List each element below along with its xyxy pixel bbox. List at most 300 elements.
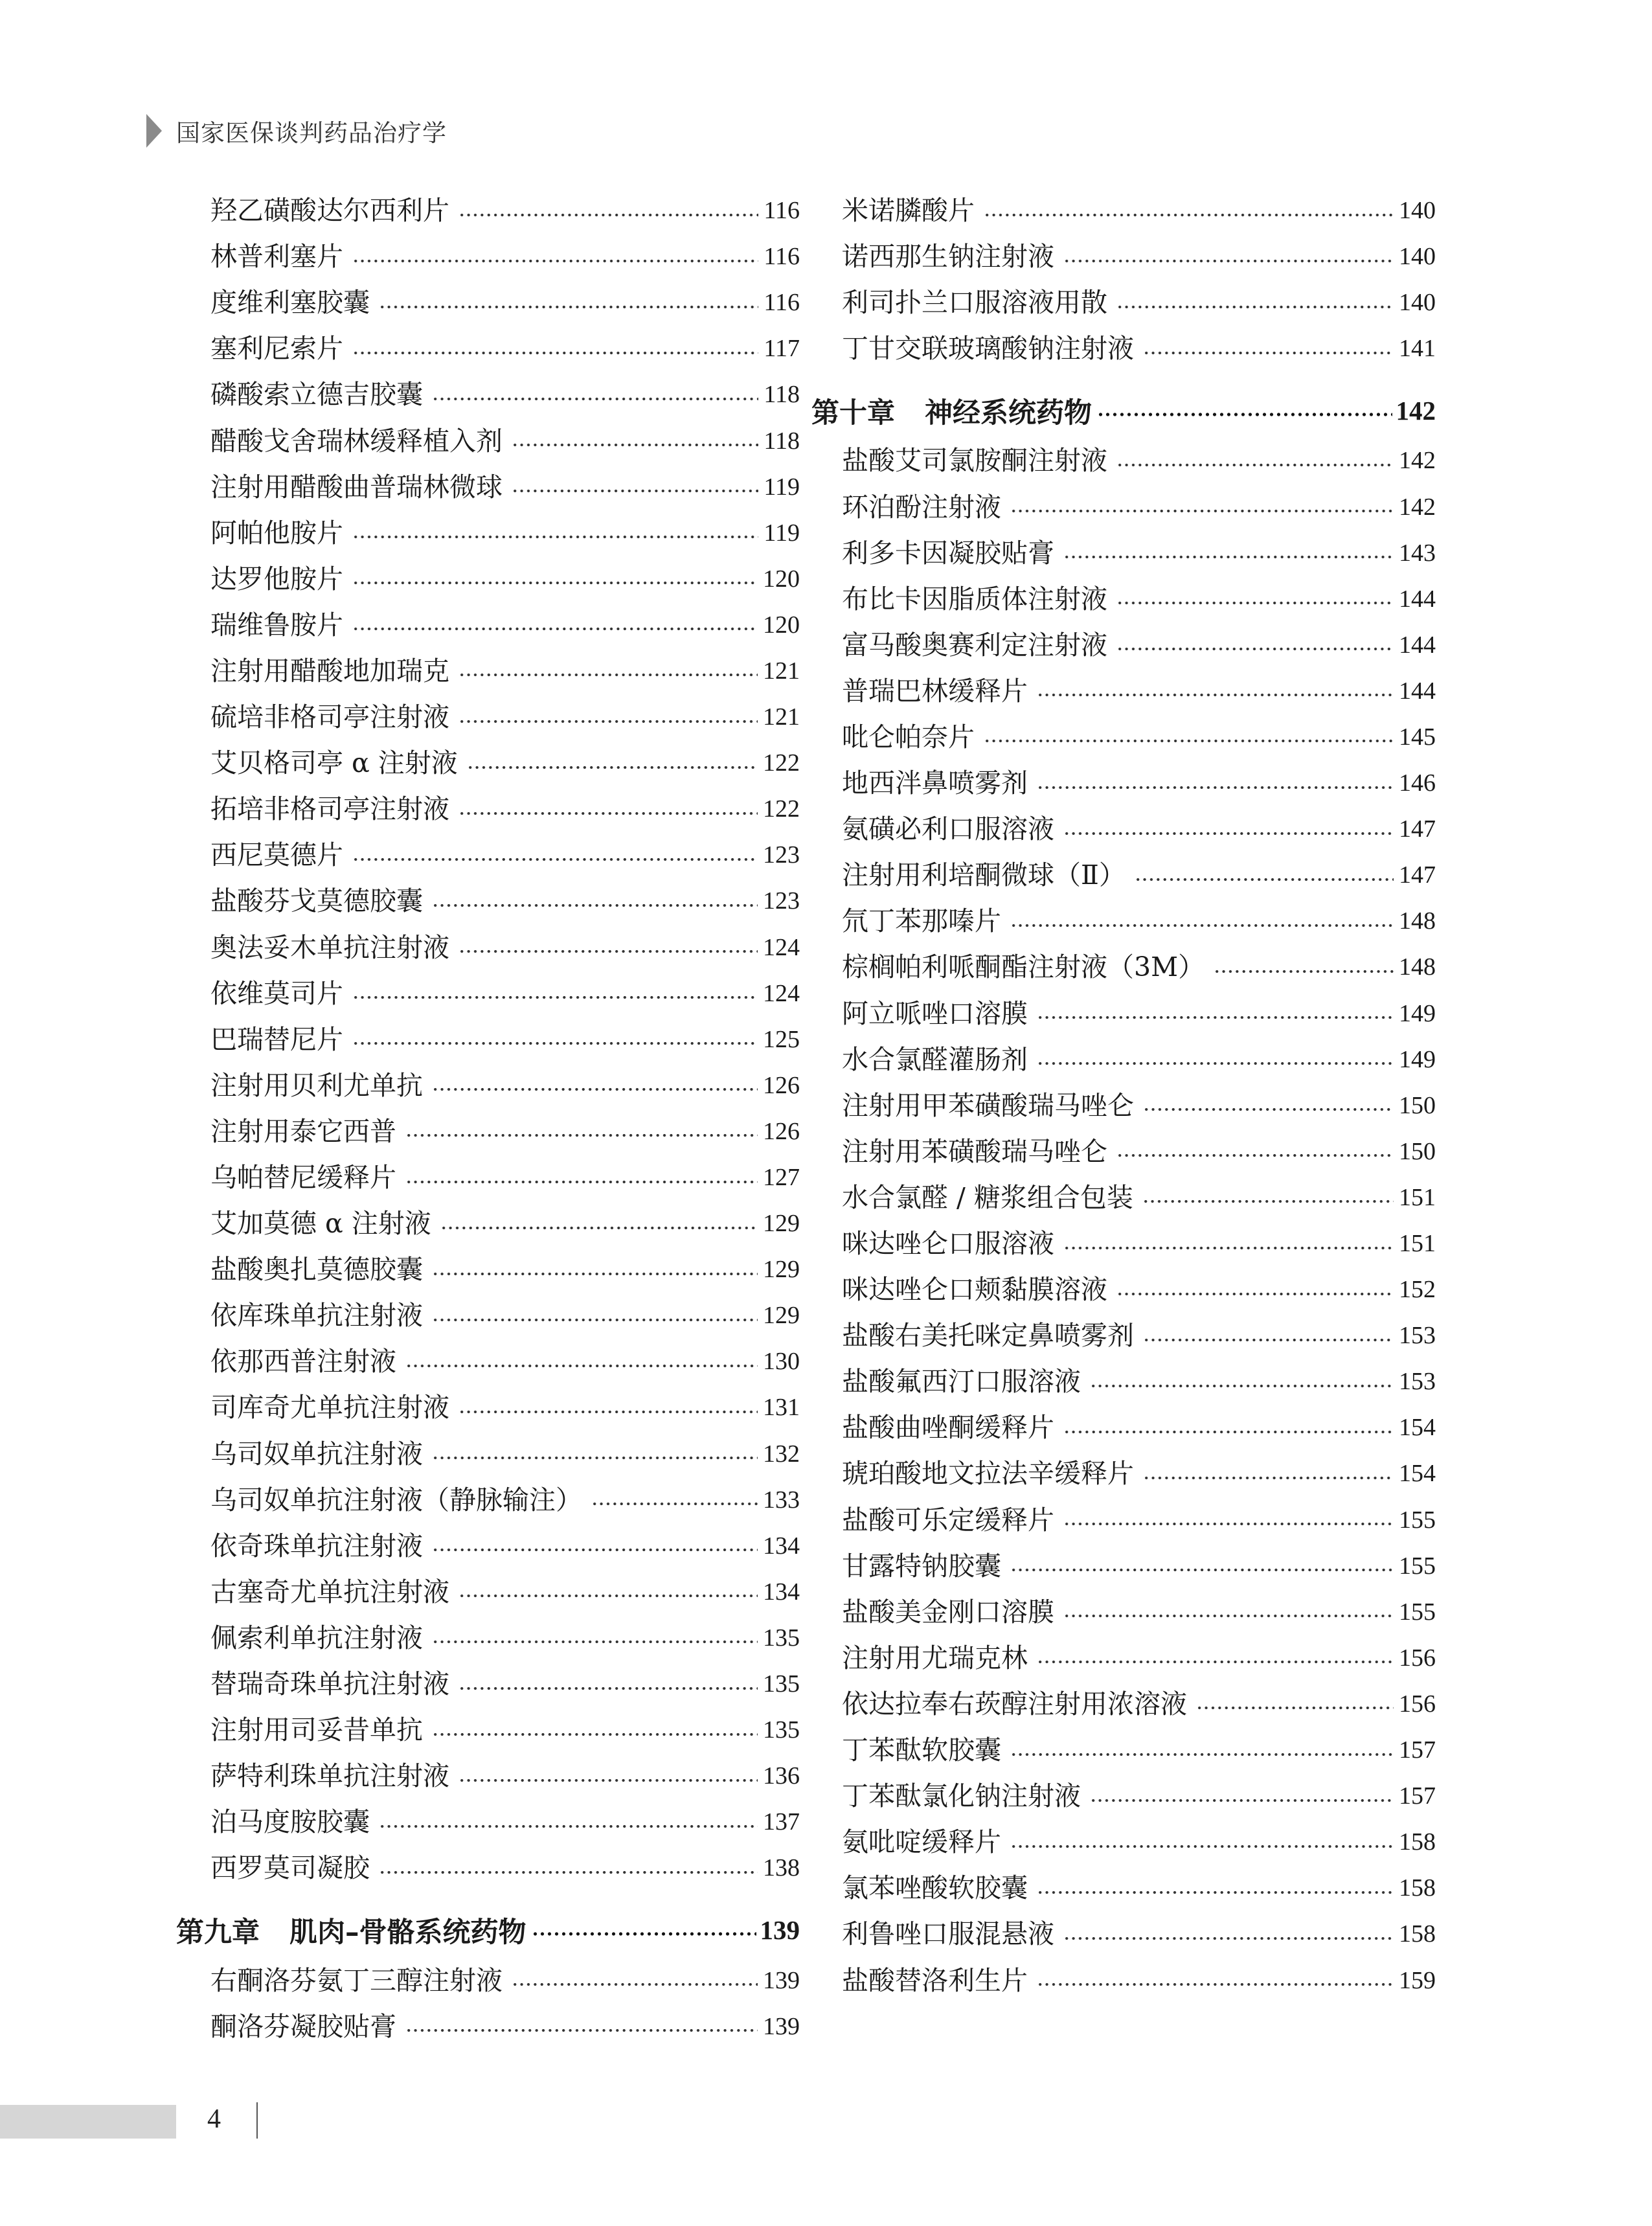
entry-title: 奥法妥木单抗注射液 — [210, 931, 449, 963]
toc-entry[interactable] — [842, 188, 1436, 234]
entry-page: 123 — [763, 841, 800, 869]
dot-leader — [984, 736, 1394, 745]
footer-divider — [256, 2102, 258, 2139]
toc-entry[interactable] — [842, 280, 1436, 326]
entry-title: 瑞维鲁胺片 — [210, 609, 343, 641]
toc-entry[interactable] — [210, 740, 800, 786]
entry-title: 棕榈帕利哌酮酯注射液（3M） — [842, 951, 1205, 983]
toc-entry[interactable] — [842, 1819, 1436, 1865]
toc-entry[interactable] — [842, 1313, 1436, 1359]
entry-title: 诺西那生钠注射液 — [842, 241, 1054, 273]
toc-entry[interactable] — [842, 622, 1436, 668]
dot-leader — [432, 1545, 758, 1554]
dot-leader — [1090, 1381, 1394, 1391]
page-number: 4 — [207, 2104, 221, 2134]
entry-page: 134 — [763, 1532, 800, 1560]
entry-page: 150 — [1399, 1091, 1436, 1119]
dot-leader — [1063, 829, 1394, 838]
entry-title: 林普利塞片 — [210, 241, 343, 273]
entry-title: 依奇珠单抗注射液 — [210, 1530, 423, 1562]
toc-entry[interactable] — [210, 372, 800, 418]
toc-entry[interactable] — [210, 1661, 800, 1707]
dot-leader — [432, 1315, 758, 1324]
dot-leader — [405, 1361, 758, 1370]
dot-leader — [984, 210, 1394, 220]
dot-leader — [1116, 302, 1394, 312]
entry-title: 氯苯唑酸软胶囊 — [842, 1872, 1028, 1904]
entry-title: 乌司奴单抗注射液（静脉输注） — [210, 1484, 582, 1516]
entry-title: 替瑞奇珠单抗注射液 — [210, 1668, 449, 1700]
toc-entry[interactable] — [842, 234, 1436, 280]
entry-title: 磷酸索立德吉胶囊 — [210, 379, 423, 411]
toc-entry[interactable] — [842, 1451, 1436, 1497]
toc-entry[interactable] — [210, 1753, 800, 1799]
dot-leader — [1037, 1657, 1394, 1666]
entry-title: 佩索利单抗注射液 — [210, 1622, 423, 1653]
toc-entry[interactable] — [210, 832, 800, 878]
entry-page: 133 — [763, 1486, 800, 1514]
entry-title: 琥珀酸地文拉法辛缓释片 — [842, 1458, 1134, 1490]
dot-leader — [1010, 506, 1394, 516]
entry-title: 盐酸可乐定缓释片 — [842, 1504, 1054, 1536]
toc-entry[interactable] — [842, 1037, 1436, 1083]
dot-leader — [512, 440, 758, 449]
toc-entry[interactable] — [842, 1405, 1436, 1451]
toc-entry[interactable] — [210, 1569, 800, 1615]
entry-title: 氘丁苯那嗪片 — [842, 905, 1001, 937]
header-arrow-icon — [146, 114, 162, 148]
dot-leader — [379, 1868, 758, 1877]
entry-page: 149 — [1399, 1045, 1436, 1073]
dot-leader — [1037, 1888, 1394, 1897]
entry-page: 140 — [1399, 243, 1436, 271]
entry-title: 盐酸氟西汀口服溶液 — [842, 1366, 1081, 1398]
entry-page: 129 — [763, 1302, 800, 1330]
toc-entry[interactable] — [842, 1359, 1436, 1405]
entry-title: 阿立哌唑口溶膜 — [842, 997, 1028, 1029]
dot-leader — [467, 763, 758, 772]
entry-page: 153 — [1399, 1368, 1436, 1396]
entry-title: 氨磺必利口服溶液 — [842, 813, 1054, 845]
entry-title: 水合氯醛灌肠剂 — [842, 1043, 1028, 1075]
toc-right-column — [811, 188, 1436, 2004]
dot-leader — [1116, 460, 1394, 470]
entry-title: 注射用尤瑞克林 — [842, 1642, 1028, 1674]
toc-entry[interactable] — [210, 1957, 800, 2003]
toc-entry[interactable] — [210, 188, 800, 234]
entry-page: 157 — [1399, 1736, 1436, 1764]
toc-entry[interactable] — [210, 1523, 800, 1569]
entry-title: 达罗他胺片 — [210, 563, 343, 595]
entry-page: 122 — [763, 795, 800, 823]
running-header — [146, 111, 447, 150]
dot-leader — [432, 1453, 758, 1462]
toc-left-column — [176, 188, 800, 2050]
entry-title: 巴瑞替尼片 — [210, 1023, 343, 1055]
entry-page: 118 — [764, 381, 800, 409]
toc-entry[interactable] — [210, 234, 800, 280]
toc-entry[interactable] — [842, 1543, 1436, 1589]
entry-title: 艾贝格司亭 α 注射液 — [210, 747, 458, 779]
toc-entry[interactable] — [842, 576, 1436, 622]
entry-page: 135 — [763, 1624, 800, 1652]
toc-entry[interactable] — [842, 1267, 1436, 1313]
entry-page: 144 — [1399, 631, 1436, 659]
entry-page: 127 — [763, 1164, 800, 1192]
entry-title: 酮洛芬凝胶贴膏 — [210, 2010, 396, 2042]
dot-leader — [458, 670, 758, 679]
entry-page: 147 — [1399, 861, 1436, 889]
toc-entry-list — [210, 1957, 800, 2049]
toc-entry-list — [842, 438, 1436, 2003]
toc-entry[interactable] — [210, 1155, 800, 1201]
entry-title: 艾加莫德 α 注射液 — [210, 1208, 431, 1240]
entry-page: 120 — [763, 611, 800, 639]
toc-entry[interactable] — [210, 694, 800, 740]
entry-page: 139 — [763, 1966, 800, 1994]
dot-leader — [1037, 1980, 1394, 1989]
toc-entry[interactable] — [210, 1247, 800, 1293]
entry-title: 羟乙磺酸达尔西利片 — [210, 195, 449, 227]
entry-page: 132 — [763, 1440, 800, 1468]
dot-leader — [1010, 921, 1394, 930]
dot-leader — [458, 809, 758, 818]
dot-leader — [432, 1085, 758, 1094]
entry-page: 126 — [763, 1071, 800, 1099]
dot-leader — [405, 1177, 758, 1187]
dot-leader — [1063, 256, 1394, 266]
toc-entry[interactable] — [842, 1589, 1436, 1635]
toc-entry[interactable] — [210, 464, 800, 510]
entry-title: 依达拉奉右莰醇注射用浓溶液 — [842, 1688, 1187, 1720]
toc-entry[interactable] — [842, 1497, 1436, 1543]
entry-title: 度维利塞胶囊 — [210, 287, 370, 319]
entry-title: 古塞奇尤单抗注射液 — [210, 1576, 449, 1607]
toc-entry[interactable] — [842, 1727, 1436, 1773]
entry-title: 依那西普注射液 — [210, 1346, 396, 1378]
dot-leader — [1097, 410, 1392, 419]
entry-title: 阿帕他胺片 — [210, 517, 343, 549]
entry-title: 注射用司妥昔单抗 — [210, 1714, 423, 1746]
toc-entry[interactable] — [210, 878, 800, 924]
toc-entry[interactable] — [210, 2004, 800, 2050]
dot-leader — [1135, 875, 1394, 884]
entry-title: 地西泮鼻喷雾剂 — [842, 767, 1028, 799]
entry-title: 盐酸奥扎莫德胶囊 — [210, 1254, 423, 1286]
entry-title: 右酮洛芬氨丁三醇注射液 — [210, 1964, 503, 1996]
toc-entry[interactable] — [842, 1911, 1436, 1957]
dot-leader — [1037, 690, 1394, 699]
toc-entry[interactable] — [210, 1477, 800, 1523]
entry-title: 氨吡啶缓释片 — [842, 1826, 1001, 1858]
entry-page: 125 — [763, 1025, 800, 1053]
entry-page: 131 — [763, 1394, 800, 1422]
toc-entry[interactable] — [210, 510, 800, 556]
toc-entry[interactable] — [210, 326, 800, 372]
entry-page: 129 — [763, 1210, 800, 1238]
dot-leader — [379, 302, 758, 312]
dot-leader — [1090, 1796, 1394, 1805]
dot-leader — [352, 578, 758, 587]
entry-page: 135 — [763, 1670, 800, 1698]
toc-entry[interactable] — [842, 852, 1436, 898]
dot-leader — [352, 993, 758, 1002]
entry-title: 醋酸戈舍瑞林缓释植入剂 — [210, 425, 503, 457]
chapter-number: 第九章 — [176, 1916, 260, 1949]
entry-title: 拓培非格司亭注射液 — [210, 793, 449, 825]
entry-page: 152 — [1399, 1276, 1436, 1304]
entry-title: 盐酸曲唑酮缓释片 — [842, 1412, 1054, 1444]
dot-leader — [352, 256, 758, 266]
toc-entry[interactable] — [210, 786, 800, 832]
entry-page: 159 — [1399, 1966, 1436, 1994]
entry-page: 155 — [1399, 1598, 1436, 1626]
toc-entry[interactable] — [842, 530, 1436, 576]
toc-entry[interactable] — [842, 1681, 1436, 1727]
entry-title: 咪达唑仑口颊黏膜溶液 — [842, 1274, 1107, 1306]
entry-page: 144 — [1399, 585, 1436, 613]
toc-entry[interactable] — [842, 1129, 1436, 1175]
dot-leader — [1010, 1750, 1394, 1759]
dot-leader — [1063, 1519, 1394, 1528]
toc-entry[interactable] — [210, 648, 800, 694]
entry-page: 140 — [1399, 197, 1436, 225]
entry-page: 117 — [764, 335, 800, 363]
entry-page: 137 — [763, 1808, 800, 1836]
entry-title: 注射用贝利尤单抗 — [210, 1069, 423, 1101]
dot-leader — [458, 1776, 758, 1785]
toc-entry[interactable] — [842, 438, 1436, 484]
entry-page: 156 — [1399, 1644, 1436, 1672]
dot-leader — [458, 210, 758, 220]
entry-title: 盐酸右美托咪定鼻喷雾剂 — [842, 1320, 1134, 1352]
entry-title: 环泊酚注射液 — [842, 491, 1001, 523]
dot-leader — [1142, 1197, 1394, 1206]
toc-entry[interactable] — [842, 806, 1436, 852]
entry-page: 155 — [1399, 1552, 1436, 1580]
entry-page: 148 — [1399, 907, 1436, 935]
entry-title: 注射用利培酮微球（Ⅱ） — [842, 859, 1126, 891]
entry-title: 盐酸芬戈莫德胶囊 — [210, 885, 423, 917]
toc-entry[interactable] — [210, 925, 800, 971]
dot-leader — [458, 1591, 758, 1600]
entry-page: 116 — [764, 197, 800, 225]
toc-entry[interactable] — [210, 1293, 800, 1339]
toc-entry[interactable] — [210, 1017, 800, 1063]
dot-leader — [1143, 348, 1394, 358]
toc-entry[interactable] — [210, 1431, 800, 1477]
entry-title: 乌帕替尼缓释片 — [210, 1162, 396, 1194]
entry-title: 吡仑帕奈片 — [842, 721, 975, 753]
entry-page: 154 — [1399, 1414, 1436, 1442]
entry-page: 145 — [1399, 723, 1436, 751]
dot-leader — [352, 348, 758, 358]
dot-leader — [1063, 1611, 1394, 1620]
dot-leader — [352, 532, 758, 541]
entry-title: 米诺膦酸片 — [842, 195, 975, 227]
toc-entry-list — [842, 188, 1436, 372]
toc-entry[interactable] — [210, 556, 800, 602]
entry-page: 121 — [763, 657, 800, 685]
dot-leader — [432, 1637, 758, 1646]
entry-page: 119 — [764, 473, 800, 501]
entry-title: 咪达唑仑口服溶液 — [842, 1228, 1054, 1260]
entry-page: 154 — [1399, 1460, 1436, 1488]
entry-page: 116 — [764, 243, 800, 271]
toc-entry[interactable] — [842, 991, 1436, 1037]
entry-page: 158 — [1399, 1874, 1436, 1902]
toc-entry[interactable] — [210, 280, 800, 326]
entry-title: 西尼莫德片 — [210, 839, 343, 871]
dot-leader — [1143, 1473, 1394, 1482]
dot-leader — [1037, 1059, 1394, 1068]
entry-title: 利鲁唑口服混悬液 — [842, 1918, 1054, 1950]
entry-page: 153 — [1399, 1322, 1436, 1350]
entry-title: 丁苯酞氯化钠注射液 — [842, 1780, 1081, 1812]
entry-page: 150 — [1399, 1137, 1436, 1165]
toc-entry[interactable] — [842, 1221, 1436, 1267]
entry-title: 司库奇尤单抗注射液 — [210, 1392, 449, 1424]
toc-entry[interactable] — [842, 1175, 1436, 1221]
toc-entry[interactable] — [842, 944, 1436, 990]
entry-page: 149 — [1399, 999, 1436, 1027]
entry-title: 注射用苯磺酸瑞马唑仑 — [842, 1135, 1107, 1167]
toc-entry[interactable] — [842, 484, 1436, 530]
toc-entry[interactable] — [842, 1957, 1436, 2003]
dot-leader — [352, 624, 758, 633]
entry-page: 119 — [764, 519, 800, 547]
toc-entry[interactable] — [210, 971, 800, 1017]
entry-page: 123 — [763, 887, 800, 915]
dot-leader — [1116, 598, 1394, 608]
dot-leader — [458, 1684, 758, 1693]
toc-entry[interactable] — [842, 1635, 1436, 1681]
entry-title: 西罗莫司凝胶 — [210, 1852, 370, 1884]
entry-title: 注射用醋酸地加瑞克 — [210, 655, 449, 687]
toc-entry[interactable] — [842, 760, 1436, 806]
entry-page: 134 — [763, 1578, 800, 1606]
entry-title: 泊马度胺胶囊 — [210, 1806, 370, 1838]
dot-leader — [512, 486, 758, 495]
toc-entry[interactable] — [842, 1773, 1436, 1819]
dot-leader — [458, 1407, 758, 1416]
entry-page: 143 — [1399, 539, 1436, 567]
toc-entry[interactable] — [842, 668, 1436, 714]
toc-entry[interactable] — [842, 326, 1436, 372]
dot-leader — [1143, 1335, 1394, 1345]
entry-page: 151 — [1399, 1230, 1436, 1258]
entry-page: 136 — [763, 1762, 800, 1790]
toc-entry[interactable] — [210, 1339, 800, 1385]
chapter-heading[interactable] — [176, 1905, 800, 1955]
entry-page: 156 — [1399, 1690, 1436, 1718]
dot-leader — [1037, 1013, 1394, 1022]
toc-entry[interactable] — [210, 1109, 800, 1155]
dot-leader — [458, 717, 758, 726]
toc-entry[interactable] — [210, 1385, 800, 1431]
dot-leader — [432, 394, 758, 403]
entry-page: 118 — [764, 427, 800, 455]
dot-leader — [432, 1730, 758, 1739]
dot-leader — [440, 1223, 758, 1232]
dot-leader — [352, 1039, 758, 1048]
entry-page: 129 — [763, 1256, 800, 1284]
entry-title: 盐酸艾司氯胺酮注射液 — [842, 445, 1107, 477]
entry-page: 148 — [1399, 953, 1436, 981]
chapter-page: 139 — [760, 1915, 800, 1946]
dot-leader — [432, 1269, 758, 1278]
entry-title: 普瑞巴林缓释片 — [842, 675, 1028, 707]
entry-title: 注射用泰它西普 — [210, 1115, 396, 1147]
toc-entry[interactable] — [210, 1845, 800, 1891]
entry-page: 155 — [1399, 1506, 1436, 1534]
dot-leader — [432, 901, 758, 910]
entry-title: 甘露特钠胶囊 — [842, 1550, 1001, 1582]
entry-title: 丁甘交联玻璃酸钠注射液 — [842, 333, 1134, 365]
entry-page: 146 — [1399, 769, 1436, 797]
dot-leader — [1116, 644, 1394, 653]
chapter-heading[interactable] — [811, 386, 1436, 435]
dot-leader — [1063, 552, 1394, 562]
entry-title: 注射用醋酸曲普瑞林微球 — [210, 471, 503, 503]
entry-page: 144 — [1399, 677, 1436, 705]
entry-title: 盐酸替洛利生片 — [842, 1964, 1028, 1996]
dot-leader — [405, 2026, 758, 2035]
toc-entry[interactable] — [210, 1799, 800, 1845]
dot-leader — [1063, 1934, 1394, 1943]
dot-leader — [1196, 1703, 1394, 1712]
entry-title: 塞利尼索片 — [210, 333, 343, 365]
dot-leader — [1116, 1289, 1394, 1299]
toc-entry[interactable] — [842, 1865, 1436, 1911]
toc-entry[interactable] — [210, 1201, 800, 1247]
entry-page: 122 — [763, 749, 800, 777]
dot-leader — [532, 1929, 756, 1938]
toc-entry[interactable] — [210, 1615, 800, 1661]
dot-leader — [1010, 1842, 1394, 1851]
entry-page: 121 — [763, 703, 800, 731]
chapter-title: 神经系统药物 — [925, 396, 1092, 429]
toc-entry-list — [210, 188, 800, 1891]
entry-page: 126 — [763, 1117, 800, 1145]
entry-page: 116 — [764, 289, 800, 317]
entry-title: 乌司奴单抗注射液 — [210, 1438, 423, 1470]
entry-page: 140 — [1399, 289, 1436, 317]
toc-entry[interactable] — [210, 1063, 800, 1109]
toc-entry[interactable] — [842, 898, 1436, 944]
dot-leader — [1063, 1244, 1394, 1253]
toc-entry[interactable] — [842, 714, 1436, 760]
dot-leader — [458, 947, 758, 956]
entry-title: 利司扑兰口服溶液用散 — [842, 287, 1107, 319]
dot-leader — [1214, 967, 1394, 976]
book-title: 国家医保谈判药品治疗学 — [176, 119, 447, 147]
dot-leader — [405, 1131, 758, 1140]
footer-bar — [0, 2105, 176, 2139]
chapter-title: 肌肉–骨骼系统药物 — [289, 1916, 526, 1949]
entry-page: 138 — [763, 1854, 800, 1882]
dot-leader — [1143, 1105, 1394, 1114]
dot-leader — [352, 855, 758, 864]
toc-entry[interactable] — [842, 1083, 1436, 1129]
entry-title: 依维莫司片 — [210, 977, 343, 1009]
entry-page: 142 — [1399, 493, 1436, 521]
toc-entry[interactable] — [210, 418, 800, 464]
entry-title: 丁苯酞软胶囊 — [842, 1734, 1001, 1766]
toc-entry[interactable] — [210, 602, 800, 648]
dot-leader — [512, 1980, 758, 1989]
toc-entry[interactable] — [210, 1707, 800, 1753]
